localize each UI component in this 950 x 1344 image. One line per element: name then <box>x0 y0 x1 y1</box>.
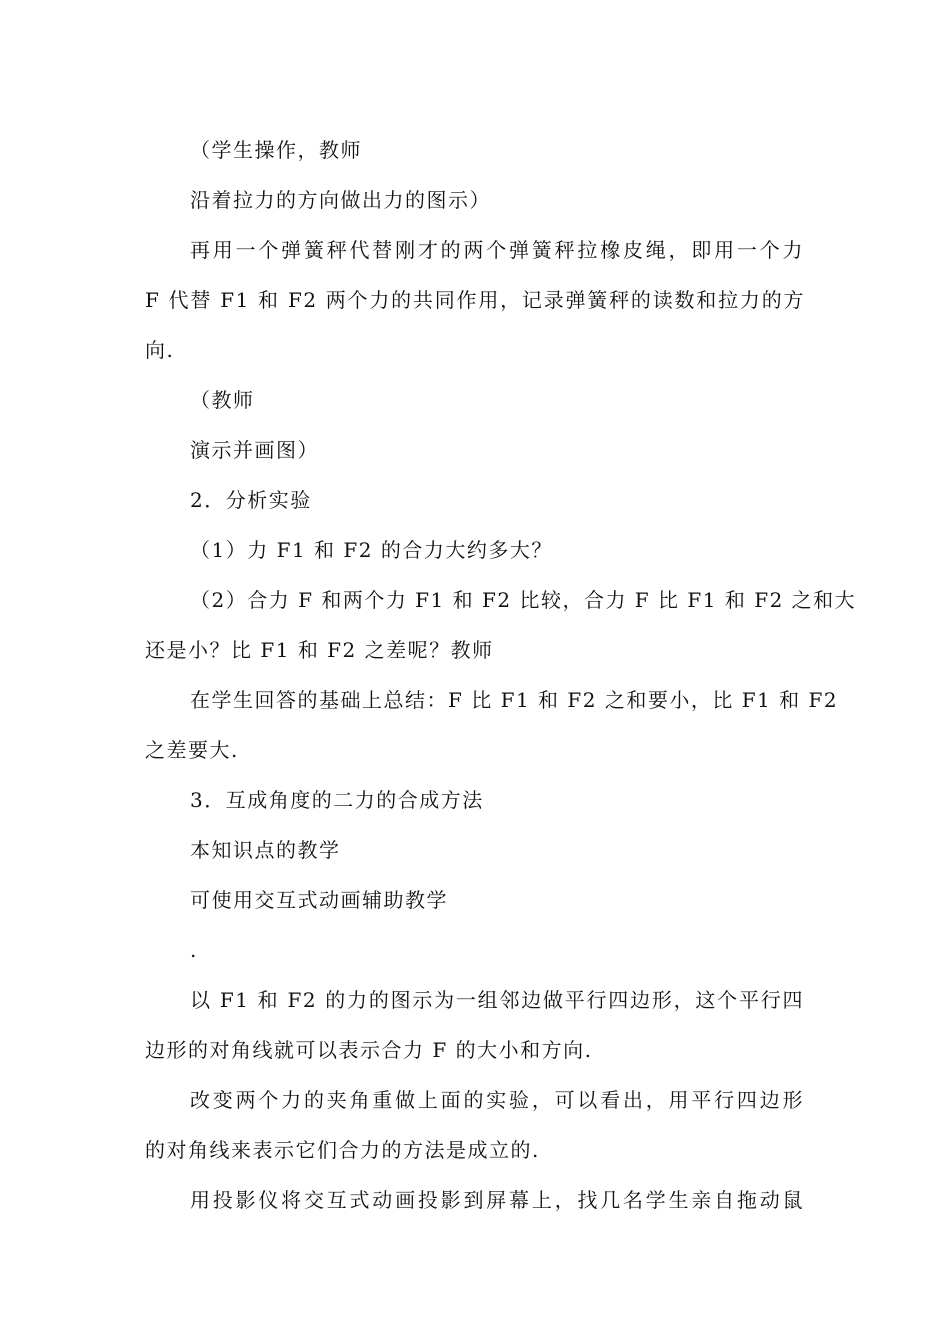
text-line: （2）合力 F 和两个力 F1 和 F2 比较，合力 F 比 F1 和 F2 之和大 <box>190 588 857 612</box>
text-line: 再用一个弹簧秤代替刚才的两个弹簧秤拉橡皮绳，即用一个力 <box>190 238 804 262</box>
text-line: 用投影仪将交互式动画投影到屏幕上，找几名学生亲自拖动鼠 <box>190 1188 804 1212</box>
text-line: 本知识点的教学 <box>190 838 341 862</box>
text-line: 演示并画图） <box>190 438 319 462</box>
text-line: F 代替 F1 和 F2 两个力的共同作用，记录弹簧秤的读数和拉力的方 <box>145 288 805 312</box>
section-heading: 2．分析实验 <box>190 488 312 512</box>
section-heading: 3．互成角度的二力的合成方法 <box>190 788 484 812</box>
text-line: 可使用交互式动画辅助教学 <box>190 888 448 912</box>
text-line: . <box>190 938 198 962</box>
text-line: 向. <box>145 338 175 362</box>
text-line: 沿着拉力的方向做出力的图示） <box>190 188 491 212</box>
text-line: （教师 <box>190 388 255 412</box>
text-line: 之差要大. <box>145 738 239 762</box>
text-line: 在学生回答的基础上总结：F 比 F1 和 F2 之和要小，比 F1 和 F2 <box>190 688 839 712</box>
text-line: 的对角线来表示它们合力的方法是成立的. <box>145 1138 540 1162</box>
text-line: 改变两个力的夹角重做上面的实验，可以看出，用平行四边形 <box>190 1088 804 1112</box>
text-line: （1）力 F1 和 F2 的合力大约多大？ <box>190 538 553 562</box>
text-line: （学生操作，教师 <box>190 138 362 162</box>
text-line: 以 F1 和 F2 的力的图示为一组邻边做平行四边形，这个平行四 <box>190 988 804 1012</box>
text-line: 边形的对角线就可以表示合力 F 的大小和方向. <box>145 1038 593 1062</box>
text-line: 还是小？比 F1 和 F2 之差呢？教师 <box>145 638 494 662</box>
